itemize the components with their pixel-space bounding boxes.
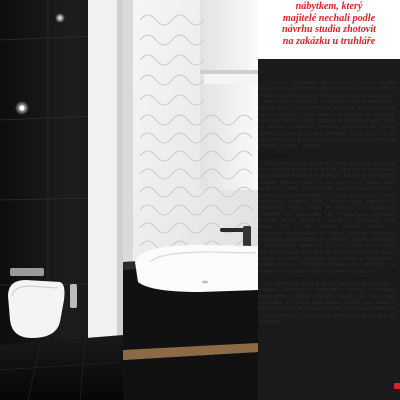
section-subheading: TŘI ZÓNY xyxy=(258,152,289,160)
washbasin xyxy=(135,245,258,292)
pull-quote-line: návrhu studia zhotovit xyxy=(282,24,376,36)
article-paragraph-text: Na závěrech a na podlaze jsou lesklé obklady a dlažba. Kontrastní formobilé řešení osvětlující dekorativní zvlněné obklady použitý na stěně nad umyvadly a v nice nad vanou. Stejně jak majitelé nadchlo estetické řešení návrhu, jsou také spokojeni s jeho realizací, u které nyní mohou ocenit i praktické vlastnosti. xyxy=(258,280,396,326)
toilet-paper-holder xyxy=(70,284,77,308)
niche-shelf xyxy=(200,70,258,74)
article-paragraph: Přestože plocha koupelny není rozlehlá, podařilo se ji rozdělit do tří částí tak, že jsou klozet a sprchový kout oddělené skrytý za příčkou. Klozet je schovaný v zadním prostoru tak, že na něj není z žádné části koupelny vidět. Na předělu jsou na široké skříňce umístěné dvě umyvadla. Ve studiu si majitelé vybrali elegantní modely Flux, které mají upravitelné odtokovou šířku, takže se nemusí nic napojovat. „Navrhli mi upozornili, že v takovém umyvadle nebudu moct přepírat ponožky,“ vzpomíná paní domu. „Ale to mě opravdu nevadí,“ směje se. Napoustí umyvadlům je vana. Polyvan vybavená hydromasážními systémem, který si rodina oblíbila už v předchozím domově. U nové vany ale ocenili krosmé elegantního vzhledu a příčně ceny i zachránil nějaká vyplnutí způsoba napouštění a vypouštění. Stejně tak si pochvalují klozet, ke kterému na doporučení studia pořídili toaletový sedátko. xyxy=(258,160,396,275)
pull-quote-line: nábytkem, který xyxy=(295,1,363,12)
end-mark-square xyxy=(394,383,400,389)
article-paragraph: Tím ale příjemné zkušenosti s prací studia neskončily. „Kdo stavěl dům, tak ještě ví, že jedním z velkých problémů bývá koordinace jednotlivých prací s dodávkou materiálů a zajišťováním řemeslníků,“ říká majitel. „S koupelnovým studiem šlo vše všechno jako po másle. I když došlo k problému, že původně zvolenou dlažbu velký výrobce schopen dočasně včas, ve studiu operativně sehnali podobnou od jiného výrobce, který byla navíc levnější. Když bylo i to, že nás pravidelně kontaktovali a zjišťovali, jestli všechno probíhá jak má,“ dodává. xyxy=(258,80,396,150)
floor xyxy=(0,335,123,400)
article-column xyxy=(258,80,396,325)
pull-quote-line: majitelé nechali podle xyxy=(282,12,376,24)
pull-quote-line: na zakázku u truhláře xyxy=(282,35,376,47)
ceiling-light xyxy=(55,13,65,23)
wall-niche xyxy=(200,0,258,190)
pull-quote xyxy=(258,0,400,59)
article-paragraph xyxy=(258,281,396,325)
ceiling-light xyxy=(20,106,25,111)
